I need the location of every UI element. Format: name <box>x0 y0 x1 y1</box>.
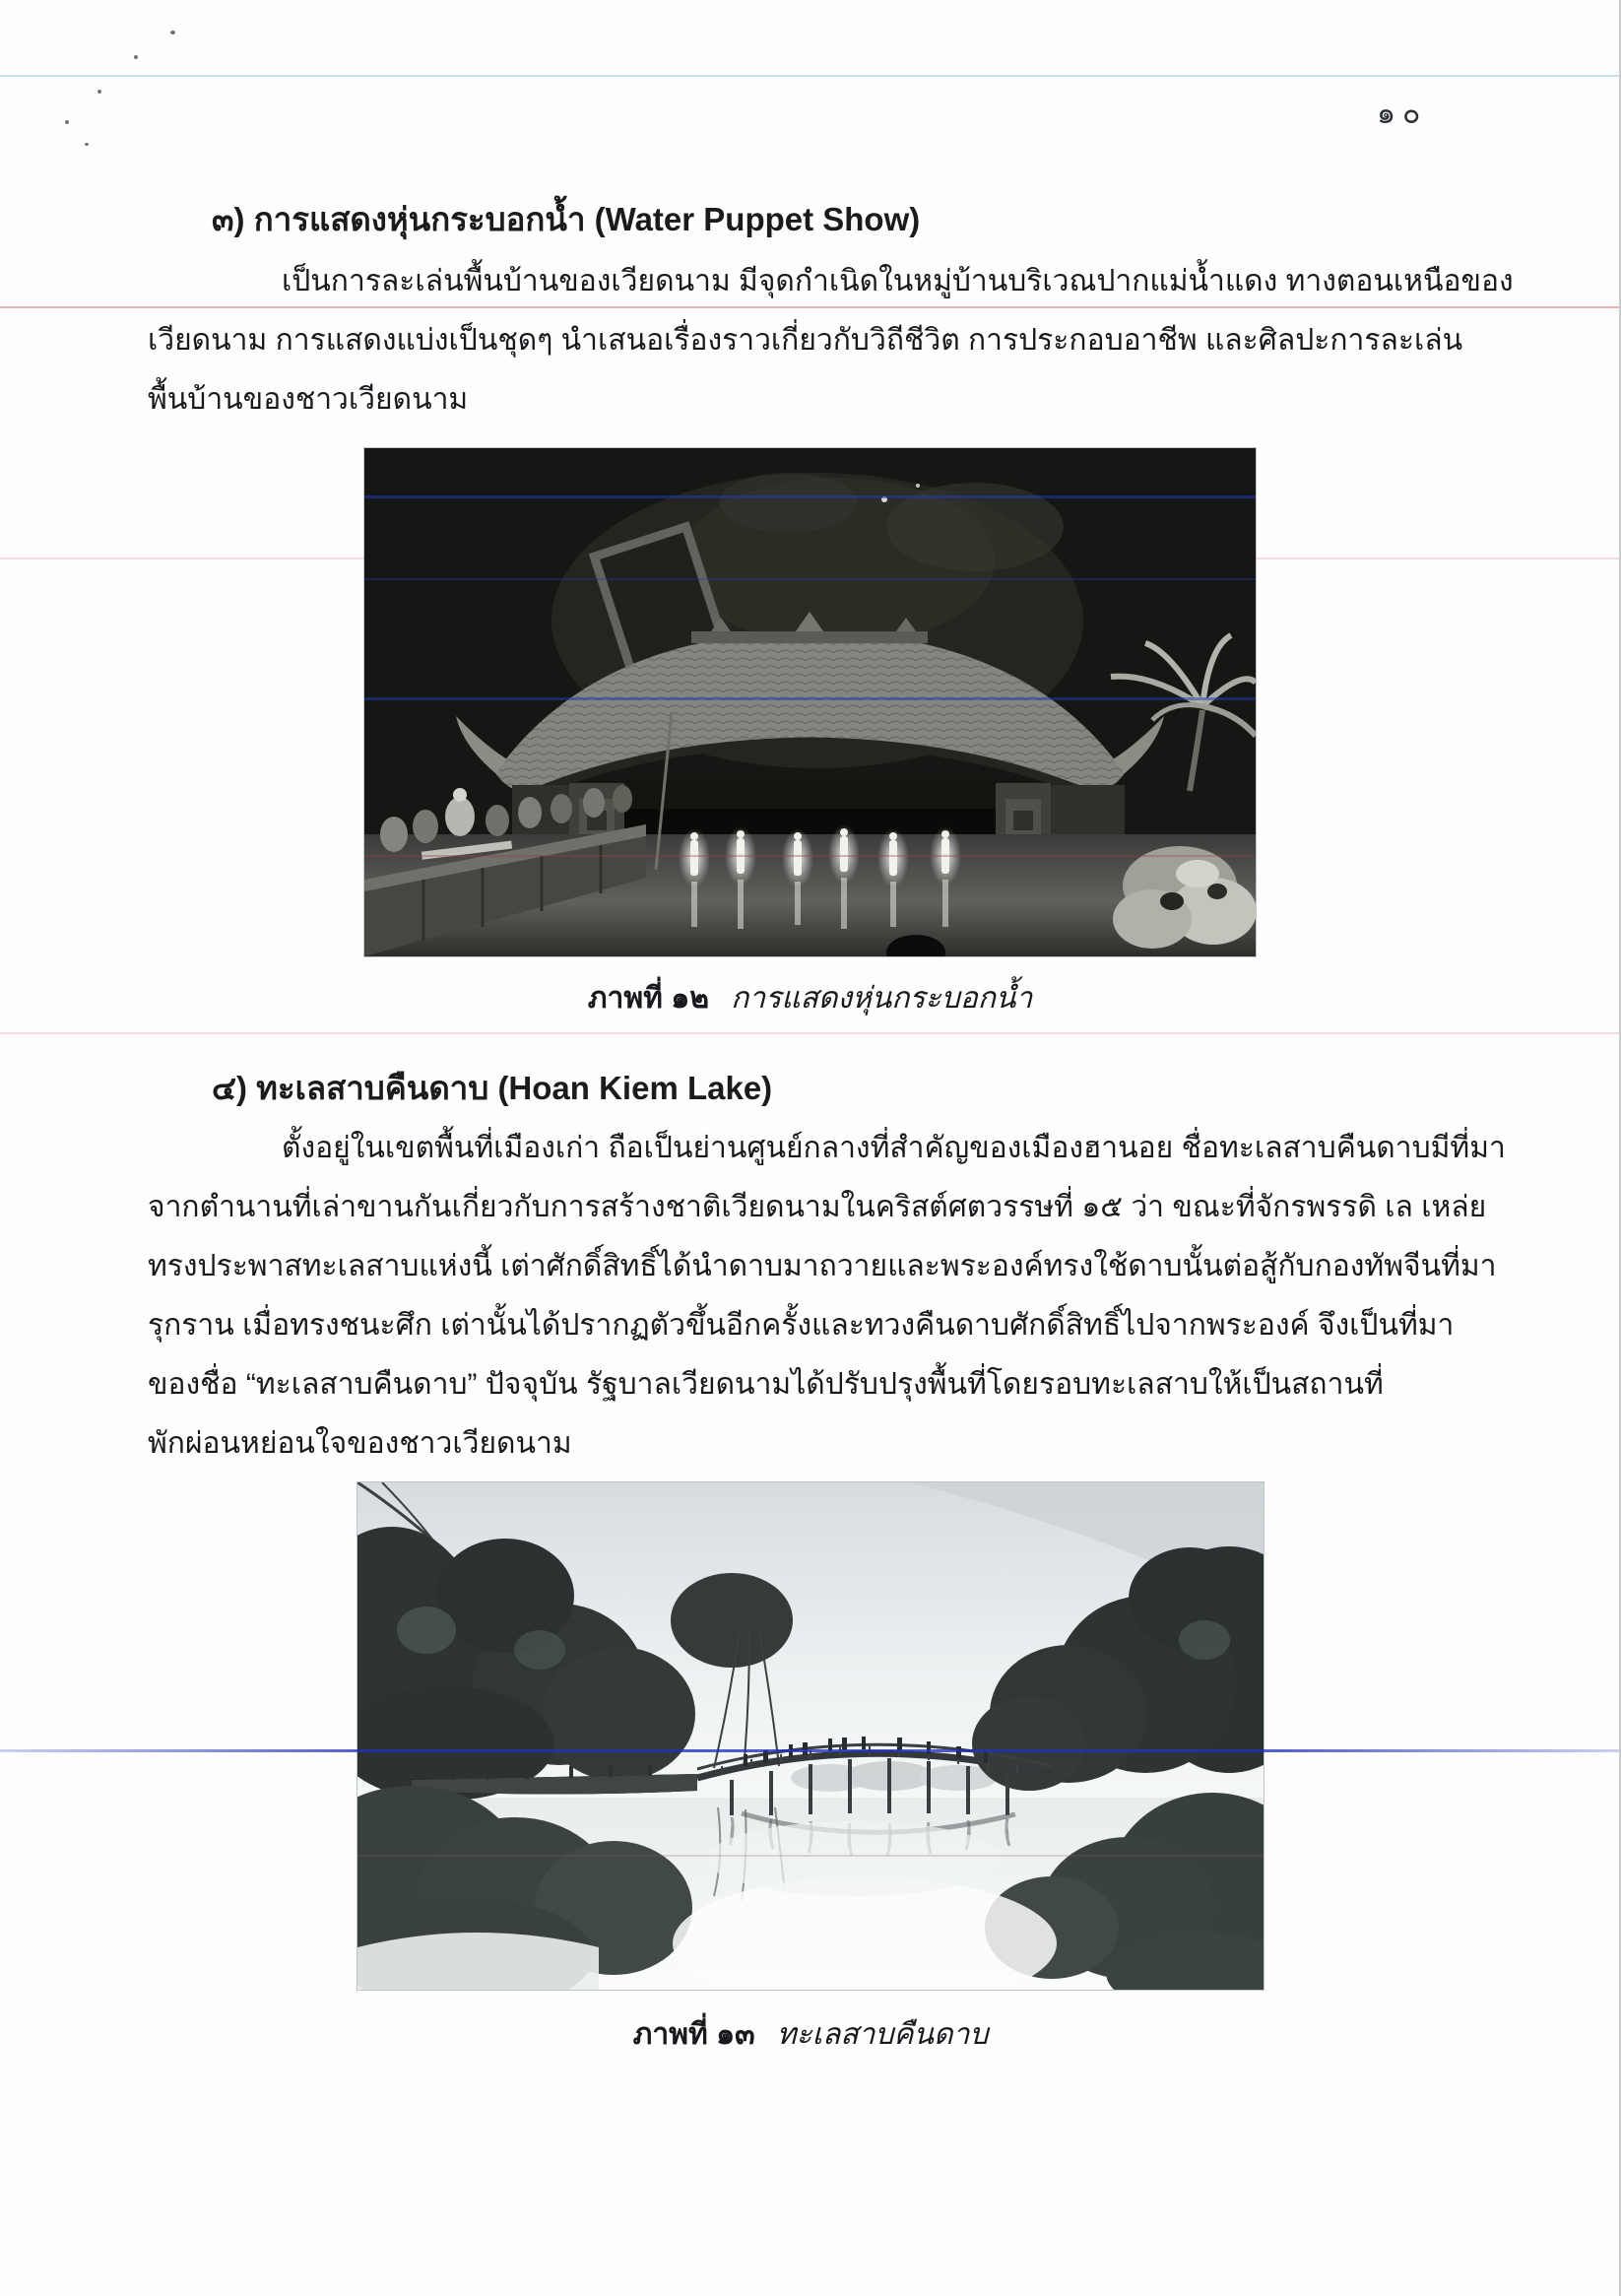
scan-artifact-line-blue <box>364 578 1256 580</box>
paragraph-water-puppet <box>148 252 1514 429</box>
section-heading-water-puppet: ๓) การแสดงหุ่นกระบอกน้ำ (Water Puppet Show) <box>212 201 921 237</box>
scan-artifact-line-pink-caption <box>0 1032 1621 1034</box>
page-number: ๑๐ <box>1377 98 1428 130</box>
text-line: พื้นบ้านของชาวเวียดนาม <box>148 383 469 416</box>
scan-artifact-line-red <box>357 1855 1264 1857</box>
caption-label: ภาพที่ ๑๓ <box>632 2018 755 2051</box>
text-line: รุกราน เมื่อทรงชนะศึก เต่านั้นได้ปรากฏตัวขึ้นอีกครั้งและทวงคืนดาบศักดิ์สิทธิ์ไปจากพระองค์ จึงเป็นที่มา <box>148 1309 1455 1342</box>
text-line: ตั้งอยู่ในเขตพื้นที่เมืองเก่า ถือเป็นย่านศูนย์กลางที่สำคัญของเมืองฮานอย ชื่อทะเลสาบคืนดาบมีที่มา <box>282 1132 1506 1164</box>
caption-figure-13 <box>357 2011 1264 2058</box>
scan-speckle <box>65 120 69 124</box>
scan-artifact-line-blue <box>364 495 1256 498</box>
scan-speckle <box>134 55 138 59</box>
scan-artifact-line-red <box>364 855 1256 857</box>
scan-speckle <box>97 90 101 94</box>
text-line: จากตำนานที่เล่าขานกันเกี่ยวกับการสร้างชาติเวียดนามในคริสต์ศตวรรษที่ ๑๕ ว่า ขณะที่จักรพรรดิ เล เหล่ย <box>148 1191 1487 1223</box>
text-line: ทรงประพาสทะเลสาบแห่งนี้ เต่าศักดิ์สิทธิ์ได้นำดาบมาถวายและพระองค์ทรงใช้ดาบนั้นต่อสู้กับกองทัพจีนที่มา <box>148 1250 1497 1282</box>
caption-title: การแสดงหุ่นกระบอกน้ำ <box>731 982 1033 1015</box>
caption-title: ทะเลสาบคืนดาบ <box>776 2018 989 2051</box>
curtain-shape <box>719 473 857 532</box>
text-line: เวียดนาม การแสดงแบ่งเป็นชุดๆ นำเสนอเรื่องราวเกี่ยวกับวิถีชีวิต การประกอบอาชีพ และศิลปะการละเล่น <box>148 324 1463 357</box>
section-heading-hoan-kiem: ๔) ทะเลสาบคืนดาบ (Hoan Kiem Lake) <box>212 1070 773 1106</box>
text-line: เป็นการละเล่นพื้นบ้านของเวียดนาม มีจุดกำเนิดในหมู่บ้านบริเวณปากแม่น้ำแดง ทางตอนเหนือของ <box>282 265 1514 297</box>
text-line: ของชื่อ “ทะเลสาบคืนดาบ” ปัจจุบัน รัฐบาลเวียดนามได้ปรับปรุงพื้นที่โดยรอบทะเลสาบให้เป็นสถานที่ <box>148 1368 1384 1401</box>
caption-label: ภาพที่ ๑๒ <box>587 982 710 1015</box>
photo-water-puppet-stage <box>364 448 1256 956</box>
scan-speckle <box>85 143 89 146</box>
photo-hoan-kiem-lake <box>357 1482 1264 1990</box>
scan-artifact-line-blue <box>364 697 1256 700</box>
caption-figure-12 <box>364 975 1256 1021</box>
stage-light-speck <box>916 484 920 488</box>
figure-water-puppet-photo <box>364 448 1256 956</box>
scan-artifact-line-cyan <box>0 75 1621 77</box>
figure-hoan-kiem-photo <box>357 1482 1264 1990</box>
paragraph-hoan-kiem <box>148 1119 1506 1474</box>
text-line: พักผ่อนหย่อนใจของชาวเวียดนาม <box>148 1427 572 1460</box>
scan-speckle <box>170 31 175 34</box>
